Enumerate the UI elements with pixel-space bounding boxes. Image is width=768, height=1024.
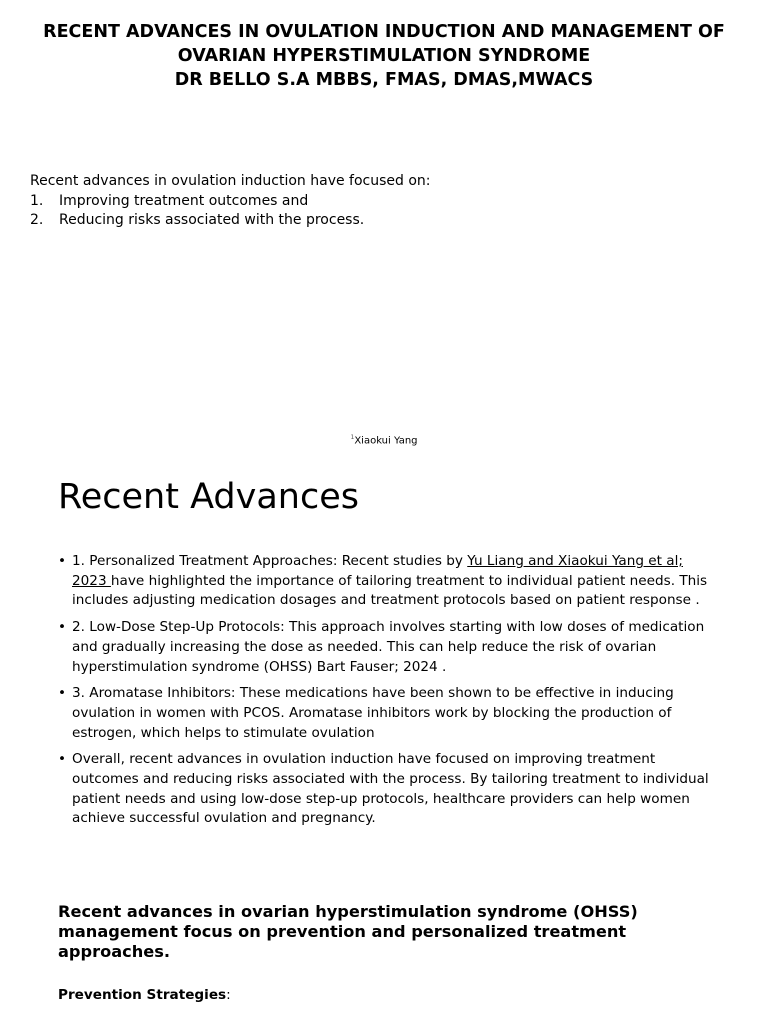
ohss-heading: Recent advances in ovarian hyperstimulation syndrome (OHSS) management focus on prevention and personalized treatment approaches. (58, 902, 638, 961)
bullet-item (58, 618, 718, 677)
bullet-item (58, 552, 718, 611)
bullet-list (58, 552, 718, 836)
list-item (30, 211, 730, 231)
title-line-3: DR BELLO S.A MBBS, FMAS, DMAS,MWACS (174, 70, 594, 90)
bullet-item (58, 684, 718, 743)
prevention-colon: : (226, 987, 231, 1003)
bullet-icon: • (58, 751, 67, 768)
bullet-text: 3. Aromatase Inhibitors: These medications have been shown to be effective in inducing ovulation in women with PCOS. Aromatase inhibitors work by blocking the production of estrogen, which helps to stimulate ovulation (72, 685, 674, 741)
footnote-text: Xiaokui Yang (354, 435, 418, 447)
bullet-item (58, 750, 718, 829)
prevention-heading (58, 986, 231, 1005)
bullet-text-part: have highlighted the importance of tailoring treatment to individual patient needs. This includes adjusting medication dosages and treatment protocols based on patient response . (72, 572, 708, 609)
bullet-icon: • (58, 685, 67, 702)
section-heading: Recent Advances (58, 477, 359, 517)
bullet-text (72, 552, 718, 611)
footnote (0, 431, 768, 448)
bullet-icon: • (58, 619, 67, 636)
intro-block (30, 172, 730, 231)
list-text: Reducing risks associated with the process. (59, 212, 365, 228)
intro-list (30, 192, 730, 231)
bullet-text: 2. Low-Dose Step-Up Protocols: This approach involves starting with low doses of medication and gradually increasing the dose as needed. This can help reduce the risk of ovarian hyperstimulation syndrome (OHSS) Bart Fauser; 2024 . (72, 619, 705, 675)
list-number: 2. (30, 212, 44, 228)
bullet-text: Overall, recent advances in ovulation induction have focused on improving treatment outcomes and reducing risks associated with the process. By tailoring treatment to individual patient needs and using low-dose step-up protocols, healthcare providers can help women achieve successful ovulation and pregnancy. (72, 751, 709, 827)
prevention-label: Prevention Strategies (58, 987, 227, 1003)
intro-lead: Recent advances in ovulation induction have focused on: (30, 173, 431, 189)
list-item (30, 192, 730, 212)
document-title (0, 20, 768, 92)
bullet-icon: • (58, 553, 67, 569)
citation-link[interactable]: Yu Liang and Xiaokui Yang et al; 2023 (72, 553, 683, 589)
title-line-1: RECENT ADVANCES IN OVULATION INDUCTION AND MANAGEMENT OF (43, 22, 725, 42)
title-line-2: OVARIAN HYPERSTIMULATION SYNDROME (177, 46, 591, 66)
footnote-mark: 1 (350, 434, 355, 441)
bullet-text-part: 1. Personalized Treatment Approaches: Recent studies by (72, 553, 468, 569)
list-number: 1. (30, 192, 44, 209)
list-text: Improving treatment outcomes and (59, 192, 309, 209)
